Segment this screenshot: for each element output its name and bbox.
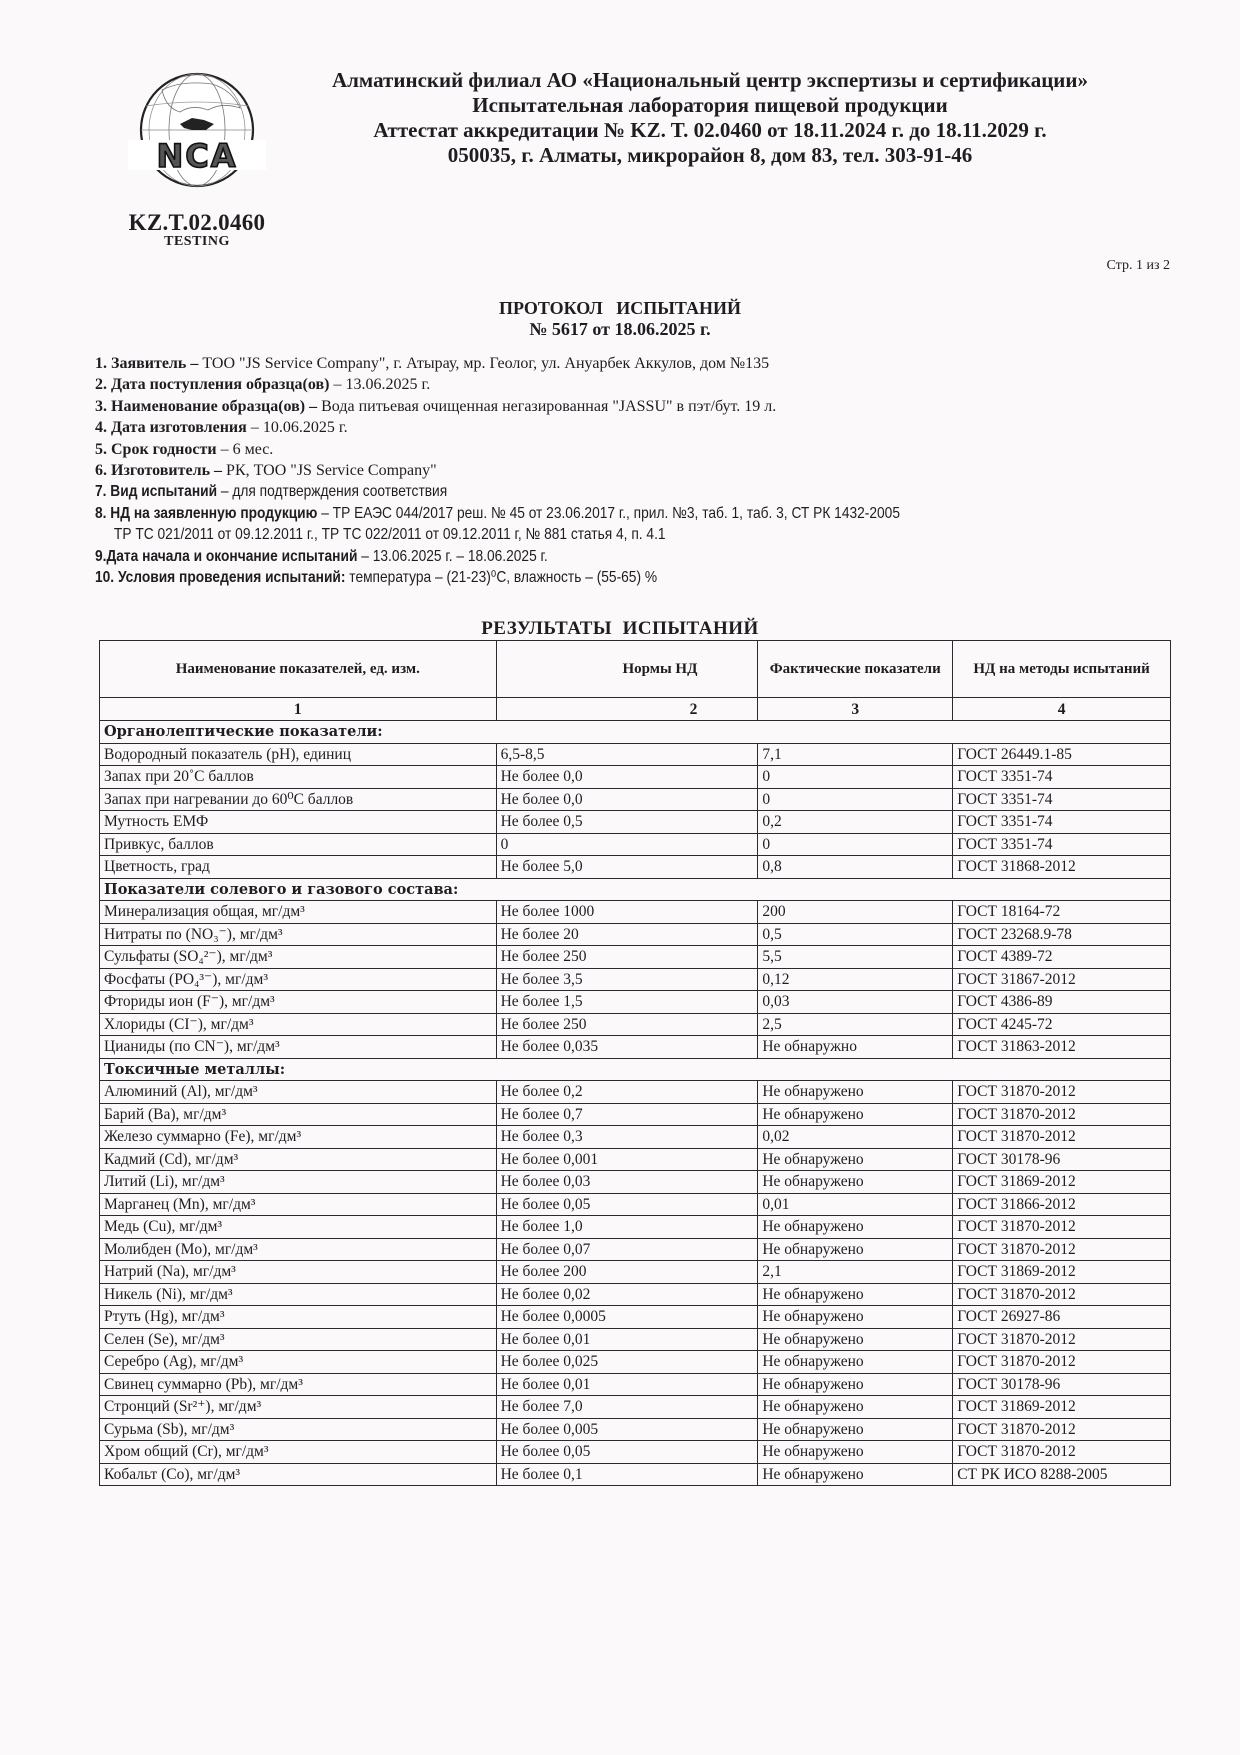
cell-method: ГОСТ 31870-2012 [953,1103,1171,1126]
info-sample-name: 3. Наименование образца(ов) – Вода питьевая очищенная негазированная "JASSU" в пэт/бут. 19 л. [95,397,777,415]
cell-name: Запах при нагревании до 60⁰С баллов [100,788,497,811]
info-test-conditions: 10. Условия проведения испытаний: температура – (21-23)⁰С, влажность – (55-65) % [95,569,658,587]
cell-name: Минерализация общая, мг/дм³ [100,901,497,924]
cell-method: ГОСТ 4389-72 [953,946,1171,969]
cell-name: Никель (Ni), мг/дм³ [100,1283,497,1306]
table-row [100,1148,1171,1171]
cell-method: ГОСТ 3351-74 [953,811,1171,834]
cell-actual: Не обнаружено [758,1441,953,1464]
cell-norm: Не более 0,02 [496,1283,758,1306]
table-row [100,1328,1171,1351]
cell-norm: Не более 20 [496,923,758,946]
section-title: Органолептические показатели: [100,721,1171,744]
cell-norm: Не более 0,025 [496,1351,758,1374]
cell-norm: Не более 0,035 [496,1036,758,1059]
cell-method: ГОСТ 31863-2012 [953,1036,1171,1059]
cell-method: ГОСТ 31870-2012 [953,1238,1171,1261]
cell-actual: Не обнаружено [758,1081,953,1104]
cell-name: Ртуть (Hg), мг/дм³ [100,1306,497,1329]
cell-method: ГОСТ 31869-2012 [953,1171,1171,1194]
accreditation-line: Аттестат аккредитации № KZ. T. 02.0460 от 18.11.2024 г. до 18.11.2029 г. [373,118,1047,142]
table-row [100,766,1171,789]
column-number: 2 [496,698,758,721]
nca-logo [122,68,272,250]
section-header-row [100,878,1171,901]
cell-norm: Не более 0,0 [496,788,758,811]
cell-method: ГОСТ 30178-96 [953,1148,1171,1171]
cell-name: Медь (Cu), мг/дм³ [100,1216,497,1239]
cell-norm: Не более 0,0 [496,766,758,789]
cell-actual: 0,03 [758,991,953,1014]
cell-name: Цветность, град [100,856,497,879]
cell-norm: Не более 0,005 [496,1418,758,1441]
table-row [100,1171,1171,1194]
cell-actual: Не обнаружено [758,1103,953,1126]
cell-norm: Не более 1000 [496,901,758,924]
cell-norm: 0 [496,833,758,856]
protocol-title-block [0,298,1240,340]
table-row [100,1103,1171,1126]
table-row [100,923,1171,946]
cell-actual: Не обнаружено [758,1396,953,1419]
cell-norm: Не более 0,03 [496,1171,758,1194]
cell-name: Хром общий (Cr), мг/дм³ [100,1441,497,1464]
cell-actual: 0 [758,766,953,789]
section-header-row [100,721,1171,744]
cell-method: ГОСТ 31867-2012 [953,968,1171,991]
cell-method: ГОСТ 23268.9-78 [953,923,1171,946]
table-row [100,788,1171,811]
cell-actual: 200 [758,901,953,924]
cell-method: ГОСТ 31866-2012 [953,1193,1171,1216]
table-row [100,856,1171,879]
table-row [100,901,1171,924]
cell-norm: Не более 0,0005 [496,1306,758,1329]
column-number: 4 [953,698,1171,721]
cell-name: Мутность ЕМФ [100,811,497,834]
cell-name: Кобальт (Co), мг/дм³ [100,1463,497,1486]
lab-name: Испытательная лаборатория пищевой продукции [472,93,948,117]
cell-norm: Не более 0,01 [496,1373,758,1396]
cell-name: Фториды ион (F⁻), мг/дм³ [100,991,497,1014]
cell-method: ГОСТ 31870-2012 [953,1351,1171,1374]
table-row [100,1216,1171,1239]
address-line: 050035, г. Алматы, микрорайон 8, дом 83, тел. 303-91-46 [447,143,973,167]
cell-actual: 2,5 [758,1013,953,1036]
column-number-row [100,698,1171,721]
cell-actual: 0,01 [758,1193,953,1216]
cell-actual: Не обнаружно [758,1036,953,1059]
section-header-row [100,1058,1171,1081]
cell-name: Натрий (Na), мг/дм³ [100,1261,497,1284]
cell-actual: 0,12 [758,968,953,991]
globe-logo-icon [122,68,272,208]
cell-name: Серебро (Ag), мг/дм³ [100,1351,497,1374]
cell-method: ГОСТ 31870-2012 [953,1418,1171,1441]
cell-actual: 7,1 [758,743,953,766]
info-product-standards-cont: ТР ТС 021/2011 от 09.12.2011 г., ТР ТС 022/2011 от 09.12.2011 г, № 881 статья 4, п. 4.1 [113,526,666,544]
protocol-title: ПРОТОКОЛ ИСПЫТАНИЙ [498,298,742,318]
cell-method: ГОСТ 30178-96 [953,1373,1171,1396]
cell-name: Запах при 20˚С баллов [100,766,497,789]
cell-actual: Не обнаружено [758,1373,953,1396]
cell-name: Водородный показатель (pH), единиц [100,743,497,766]
info-test-dates: 9.Дата начала и окончание испытаний – 13.06.2025 г. – 18.06.2025 г. [95,547,548,565]
section-title: Токсичные металлы: [100,1058,1171,1081]
table-row [100,1373,1171,1396]
table-row [100,1193,1171,1216]
cell-name: Барий (Ba), мг/дм³ [100,1103,497,1126]
info-manufacturer: 6. Изготовитель – РК, ТОО "JS Service Company" [95,462,437,480]
cell-name: Сульфаты (SO₄²⁻), мг/дм³ [100,946,497,969]
column-header-name: Наименование показателей, ед. изм. [100,641,497,698]
cell-norm: Не более 250 [496,946,758,969]
protocol-number: № 5617 от 18.06.2025 г. [529,319,711,339]
cell-method: ГОСТ 26927-86 [953,1306,1171,1329]
table-row [100,1126,1171,1149]
info-manufacture-date: 4. Дата изготовления – 10.06.2025 г. [95,419,348,437]
table-row [100,968,1171,991]
table-row [100,1351,1171,1374]
column-number: 3 [758,698,953,721]
cell-name: Свинец суммарно (Pb), мг/дм³ [100,1373,497,1396]
cell-actual: Не обнаружено [758,1463,953,1486]
svg-text:NCA: NCA [156,137,238,175]
cell-method: ГОСТ 3351-74 [953,788,1171,811]
table-row [100,1261,1171,1284]
cell-actual: Не обнаружено [758,1351,953,1374]
table-row [100,946,1171,969]
cell-norm: Не более 0,2 [496,1081,758,1104]
table-row [100,743,1171,766]
cell-name: Сурьма (Sb), мг/дм³ [100,1418,497,1441]
cell-name: Селен (Se), мг/дм³ [100,1328,497,1351]
cell-method: ГОСТ 31870-2012 [953,1081,1171,1104]
table-row [100,1013,1171,1036]
cell-method: ГОСТ 3351-74 [953,766,1171,789]
cell-method: ГОСТ 31870-2012 [953,1328,1171,1351]
table-row [100,1441,1171,1464]
table-header-row [100,641,1171,698]
cell-actual: Не обнаружено [758,1148,953,1171]
organization-header [290,68,1130,168]
column-header-norm: Нормы НД [496,641,758,698]
info-test-type: 7. Вид испытаний – для подтверждения соответствия [95,483,448,501]
cell-method: ГОСТ 31870-2012 [953,1283,1171,1306]
cell-method: ГОСТ 26449.1-85 [953,743,1171,766]
cell-norm: Не более 0,05 [496,1441,758,1464]
cell-method: ГОСТ 31869-2012 [953,1396,1171,1419]
column-header-actual: Фактические показатели [758,641,953,698]
info-applicant: 1. Заявитель – ТОО "JS Service Company", г. Атырау, мр. Геолог, ул. Ануарбек Аккулов, дом №135 [95,355,770,372]
cell-actual: 0,2 [758,811,953,834]
cell-norm: Не более 7,0 [496,1396,758,1419]
cell-norm: Не более 200 [496,1261,758,1284]
table-row [100,1306,1171,1329]
cell-norm: Не более 3,5 [496,968,758,991]
cell-actual: 5,5 [758,946,953,969]
cell-method: ГОСТ 4386-89 [953,991,1171,1014]
cell-actual: Не обнаружено [758,1283,953,1306]
cell-method: ГОСТ 4245-72 [953,1013,1171,1036]
cell-norm: Не более 0,5 [496,811,758,834]
protocol-info-list [95,353,1195,588]
cell-name: Железо суммарно (Fe), мг/дм³ [100,1126,497,1149]
cell-name: Стронций (Sr²⁺), мг/дм³ [100,1396,497,1419]
cell-name: Фосфаты (PO₄³⁻), мг/дм³ [100,968,497,991]
results-body [100,721,1171,1486]
cell-method: ГОСТ 31870-2012 [953,1126,1171,1149]
cell-actual: 2,1 [758,1261,953,1284]
cell-actual: 0,8 [758,856,953,879]
cell-actual: 0 [758,788,953,811]
table-row [100,1036,1171,1059]
cell-method: ГОСТ 31870-2012 [953,1441,1171,1464]
cell-method: ГОСТ 31868-2012 [953,856,1171,879]
cell-name: Алюминий (Al), мг/дм³ [100,1081,497,1104]
cell-norm: Не более 250 [496,1013,758,1036]
info-shelf-life: 5. Срок годности – 6 мес. [95,440,274,458]
cell-name: Молибден (Mo), мг/дм³ [100,1238,497,1261]
table-row [100,833,1171,856]
table-row [100,1238,1171,1261]
results-table [99,640,1171,1486]
results-title: РЕЗУЛЬТАТЫ ИСПЫТАНИЙ [481,618,759,639]
accreditation-code: KZ.T.02.0460 [128,210,266,235]
cell-actual: Не обнаружено [758,1216,953,1239]
cell-norm: Не более 0,07 [496,1238,758,1261]
org-name: Алматинский филиал АО «Национальный центр экспертизы и сертификации» [331,68,1089,92]
cell-actual: Не обнаружено [758,1238,953,1261]
cell-norm: Не более 0,05 [496,1193,758,1216]
cell-method: ГОСТ 18164-72 [953,901,1171,924]
table-row [100,1463,1171,1486]
cell-name: Привкус, баллов [100,833,497,856]
cell-norm: Не более 0,7 [496,1103,758,1126]
page-number: Стр. 1 из 2 [1106,258,1170,273]
table-row [100,991,1171,1014]
cell-actual: Не обнаружено [758,1171,953,1194]
table-row [100,1081,1171,1104]
cell-name: Цианиды (по CN⁻), мг/дм³ [100,1036,497,1059]
cell-name: Кадмий (Cd), мг/дм³ [100,1148,497,1171]
cell-actual: Не обнаружено [758,1328,953,1351]
cell-name: Литий (Li), мг/дм³ [100,1171,497,1194]
cell-method: ГОСТ 31869-2012 [953,1261,1171,1284]
cell-norm: Не более 0,1 [496,1463,758,1486]
table-row [100,1418,1171,1441]
cell-name: Нитраты по (NO₃⁻), мг/дм³ [100,923,497,946]
cell-method: ГОСТ 3351-74 [953,833,1171,856]
cell-name: Марганец (Mn), мг/дм³ [100,1193,497,1216]
info-receipt-date: 2. Дата поступления образца(ов) – 13.06.2025 г. [95,376,431,394]
cell-method: СТ РК ИСО 8288-2005 [953,1463,1171,1486]
cell-actual: 0,02 [758,1126,953,1149]
table-row [100,811,1171,834]
info-product-standards: 8. НД на заявленную продукцию – ТР ЕАЭС 044/2017 реш. № 45 от 23.06.2017 г., прил. №3, таб. 1, таб. 3, СТ РК 1432-2005 [95,504,900,522]
cell-norm: Не более 0,01 [496,1328,758,1351]
section-title: Показатели солевого и газового состава: [100,878,1171,901]
cell-norm: Не более 5,0 [496,856,758,879]
cell-norm: Не более 1,5 [496,991,758,1014]
column-header-method: НД на методы испытаний [953,641,1171,698]
cell-actual: Не обнаружено [758,1306,953,1329]
cell-actual: 0 [758,833,953,856]
table-row [100,1396,1171,1419]
cell-norm: Не более 0,3 [496,1126,758,1149]
cell-norm: Не более 0,001 [496,1148,758,1171]
table-row [100,1283,1171,1306]
cell-actual: Не обнаружено [758,1418,953,1441]
cell-norm: Не более 1,0 [496,1216,758,1239]
cell-name: Хлориды (CI⁻), мг/дм³ [100,1013,497,1036]
cell-norm: 6,5-8,5 [496,743,758,766]
column-number: 1 [100,698,497,721]
testing-label: TESTING [164,234,230,249]
cell-actual: 0,5 [758,923,953,946]
cell-method: ГОСТ 31870-2012 [953,1216,1171,1239]
